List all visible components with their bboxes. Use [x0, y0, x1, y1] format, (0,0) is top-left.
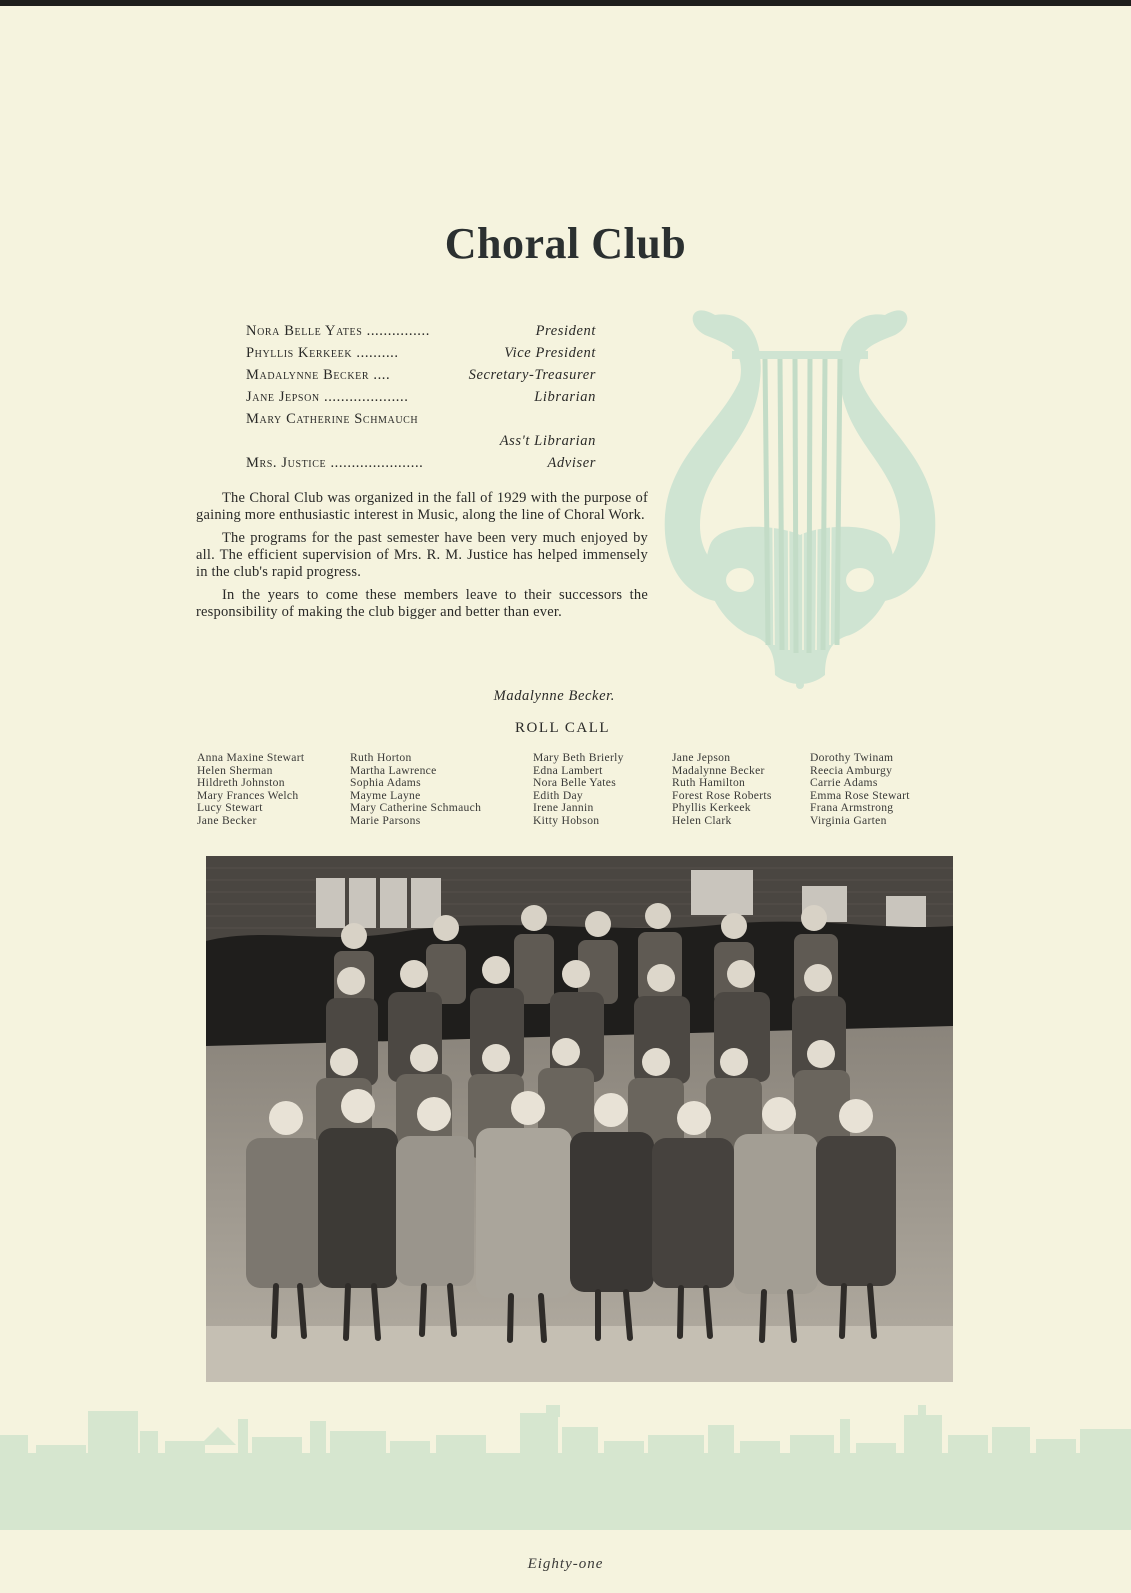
paragraph: The Choral Club was organized in the fall of 1929 with the purpose of gaining more enthusiastic interest in Music, along the line of Choral Work. — [196, 490, 648, 523]
officer-name: Phyllis Kerkeek — [246, 345, 353, 361]
member-name: Irene Jannin — [533, 801, 594, 815]
leader-dots: .......... — [352, 345, 399, 361]
officer-name: Nora Belle Yates — [246, 323, 363, 339]
officer-row — [246, 364, 596, 386]
lyre-icon — [660, 295, 940, 695]
member-name: Hildreth Johnston — [197, 776, 285, 790]
officer-role: Librarian — [534, 389, 596, 405]
member-name: Phyllis Kerkeek — [672, 801, 751, 815]
author-signature: Madalynne Becker. — [493, 688, 615, 704]
leader-dots: ............... — [362, 323, 430, 339]
member-name: Virginia Garten — [810, 813, 887, 827]
leader-dots: .................... — [319, 389, 409, 405]
club-history — [196, 490, 648, 627]
leader-dots: ...................... — [326, 455, 424, 471]
officer-name: Jane Jepson — [246, 389, 320, 405]
member-name: Martha Lawrence — [350, 763, 437, 777]
member-name: Lucy Stewart — [197, 801, 263, 815]
roll-column — [350, 752, 481, 828]
member-name: Helen Sherman — [197, 763, 273, 777]
member-name: Emma Rose Stewart — [810, 788, 910, 802]
officers-list — [246, 320, 596, 474]
member-name: Dorothy Twinam — [810, 751, 894, 764]
roll-column — [672, 752, 772, 828]
page-number: Eighty-one — [527, 1556, 604, 1572]
officer-row — [246, 386, 596, 408]
leader-dots: .... — [369, 367, 391, 383]
member-name: Reecia Amburgy — [810, 763, 893, 777]
officer-row — [246, 408, 596, 452]
member-name: Jane Becker — [197, 813, 257, 827]
officer-name: Mrs. Justice — [246, 455, 327, 471]
member-name: Edith Day — [533, 788, 584, 802]
officer-role: Secretary-Treasurer — [468, 367, 596, 383]
member-name: Kitty Hobson — [533, 813, 600, 827]
officer-row — [246, 320, 596, 342]
member-name: Mary Frances Welch — [197, 788, 299, 802]
member-name: Jane Jepson — [672, 751, 731, 764]
group-photo — [206, 856, 953, 1382]
member-name: Anna Maxine Stewart — [197, 751, 305, 764]
member-name: Helen Clark — [672, 813, 732, 827]
roll-column — [533, 752, 624, 828]
roll-call-heading: ROLL CALL — [515, 720, 611, 736]
page-title: Choral Club — [444, 219, 687, 268]
member-name: Marie Parsons — [350, 813, 421, 827]
member-name: Carrie Adams — [810, 776, 878, 790]
officer-role: President — [535, 323, 596, 339]
officer-name: Madalynne Becker — [246, 367, 370, 383]
member-name: Mary Beth Brierly — [533, 751, 624, 764]
paragraph: In the years to come these members leave to their successors the responsibility of making the club bigger and better than ever. — [196, 587, 648, 620]
roll-column — [810, 752, 910, 828]
member-name: Nora Belle Yates — [533, 776, 617, 790]
officer-role: Vice President — [504, 345, 596, 361]
member-name: Mary Catherine Schmauch — [350, 801, 482, 815]
officer-role: Adviser — [547, 455, 596, 471]
member-name: Mayme Layne — [350, 788, 421, 802]
member-name: Edna Lambert — [533, 763, 603, 777]
member-name: Frana Armstrong — [810, 801, 894, 815]
officer-row — [246, 342, 596, 364]
member-name: Forest Rose Roberts — [672, 788, 772, 802]
officer-role: Ass't Librarian — [499, 433, 596, 449]
member-name: Sophia Adams — [350, 776, 421, 790]
member-name: Ruth Horton — [350, 751, 412, 764]
paragraph: The programs for the past semester have been very much enjoyed by all. The efficient supervision of Mrs. R. M. Justice has helped immensely in the club's rapid progress. — [196, 530, 648, 580]
officer-row — [246, 452, 596, 474]
member-name: Ruth Hamilton — [672, 776, 746, 790]
city-skyline — [0, 1405, 1131, 1555]
member-name: Madalynne Becker — [672, 763, 765, 777]
officer-name: Mary Catherine Schmauch — [246, 411, 419, 427]
roll-column — [197, 752, 304, 828]
